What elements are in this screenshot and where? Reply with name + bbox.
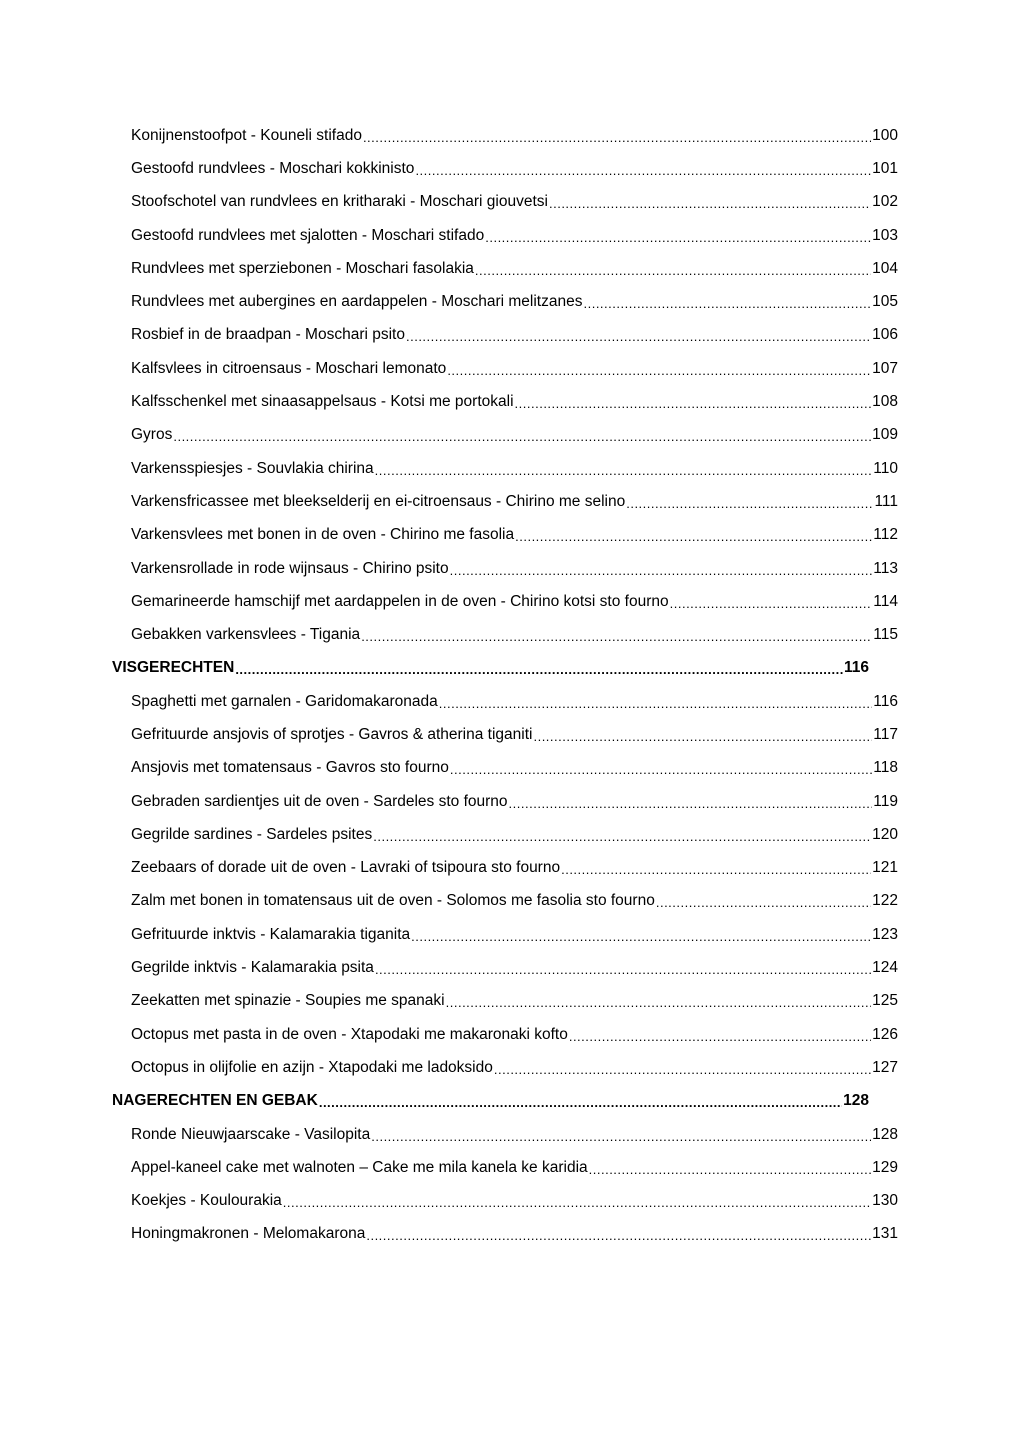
toc-page-number: 100 — [872, 126, 898, 144]
dot-leader — [319, 1092, 842, 1110]
dot-leader — [509, 793, 873, 811]
toc-entry[interactable] — [0, 319, 898, 352]
dot-leader — [589, 1159, 871, 1177]
dot-leader — [494, 1059, 871, 1077]
toc-entry-title: Octopus in olijfolie en azijn - Xtapodaki me ladoksido — [131, 1058, 493, 1076]
toc-entry[interactable] — [0, 519, 898, 552]
toc-entry[interactable] — [0, 685, 898, 718]
toc-entry[interactable] — [0, 718, 898, 751]
toc-entry[interactable] — [0, 1018, 898, 1051]
toc-entry[interactable] — [0, 852, 898, 885]
toc-entry-title: Rundvlees met aubergines en aardappelen - Moschari melitzanes — [131, 293, 583, 311]
toc-entry-title: Varkensrollade in rode wijnsaus - Chirino psito — [131, 559, 449, 577]
dot-leader — [561, 859, 871, 877]
toc-entry[interactable] — [0, 951, 898, 984]
toc-page-number: 109 — [872, 426, 898, 444]
dot-leader — [475, 260, 871, 278]
toc-entry-title: Gemarineerde hamschijf met aardappelen in de oven - Chirino kotsi sto fourno — [131, 592, 669, 610]
toc-page-number: 125 — [872, 992, 898, 1010]
dot-leader — [373, 826, 871, 844]
dot-leader — [283, 1192, 871, 1210]
dot-leader — [235, 659, 843, 677]
toc-page-number: 110 — [873, 459, 898, 477]
toc-entry-title: Gegrilde inktvis - Kalamarakia psita — [131, 959, 374, 977]
toc-entry[interactable] — [0, 385, 898, 418]
toc-page-number: 105 — [872, 293, 898, 311]
dot-leader — [446, 992, 872, 1010]
dot-leader — [549, 193, 871, 211]
toc-entry-title: Gestoofd rundvlees - Moschari kokkinisto — [131, 159, 415, 177]
toc-entry-title: VISGERECHTEN — [112, 659, 235, 677]
toc-entry[interactable] — [0, 152, 898, 185]
toc-page-number: 121 — [872, 859, 898, 877]
toc-page-number: 114 — [873, 592, 898, 610]
toc-entry[interactable] — [0, 119, 898, 152]
toc-section-heading[interactable] — [0, 1085, 869, 1118]
toc-section-heading[interactable] — [0, 652, 869, 685]
toc-entry-title: Zalm met bonen in tomatensaus uit de oven - Solomos me fasolia sto fourno — [131, 892, 655, 910]
toc-page-number: 116 — [843, 659, 869, 677]
dot-leader — [371, 1126, 871, 1144]
toc-page-number: 107 — [872, 359, 898, 377]
dot-leader — [656, 892, 871, 910]
toc-entry[interactable] — [0, 552, 898, 585]
toc-entry[interactable] — [0, 918, 898, 951]
toc-entry-title: Ansjovis met tomatensaus - Gavros sto fourno — [131, 759, 449, 777]
toc-page-number: 131 — [872, 1225, 898, 1243]
toc-entry-title: Ronde Nieuwjaarscake - Vasilopita — [131, 1125, 371, 1143]
toc-page-number: 129 — [872, 1158, 898, 1176]
toc-entry[interactable] — [0, 985, 898, 1018]
toc-entry-title: NAGERECHTEN EN GEBAK — [112, 1092, 318, 1110]
toc-entry-title: Kalfsvlees in citroensaus - Moschari lemonato — [131, 359, 447, 377]
dot-leader — [366, 1225, 871, 1243]
toc-entry-title: Zeebaars of dorade uit de oven - Lavraki of tsipoura sto fourno — [131, 859, 561, 877]
toc-page-number: 128 — [872, 1125, 898, 1143]
table-of-contents — [0, 119, 1019, 1251]
toc-page-number: 108 — [872, 393, 898, 411]
dot-leader — [447, 360, 871, 378]
dot-leader — [515, 393, 872, 411]
toc-page-number: 126 — [872, 1025, 898, 1043]
dot-leader — [626, 493, 873, 511]
dot-leader — [375, 460, 873, 478]
toc-entry[interactable] — [0, 186, 898, 219]
toc-page-number: 106 — [872, 326, 898, 344]
toc-page-number: 128 — [843, 1092, 869, 1110]
toc-entry[interactable] — [0, 885, 898, 918]
toc-entry-title: Koekjes - Koulourakia — [131, 1192, 282, 1210]
toc-entry-title: Gestoofd rundvlees met sjalotten - Moschari stifado — [131, 226, 485, 244]
toc-entry-title: Zeekatten met spinazie - Soupies me spanaki — [131, 992, 445, 1010]
toc-entry-title: Appel-kaneel cake met walnoten – Cake me mila kanela ke karidia — [131, 1158, 588, 1176]
toc-entry[interactable] — [0, 1185, 898, 1218]
toc-entry-title: Rosbief in de braadpan - Moschari psito — [131, 326, 405, 344]
toc-page-number: 118 — [873, 759, 898, 777]
toc-entry-title: Honingmakronen - Melomakarona — [131, 1225, 366, 1243]
toc-page-number: 123 — [872, 925, 898, 943]
toc-page-number: 111 — [874, 492, 898, 510]
toc-entry[interactable] — [0, 219, 898, 252]
toc-entry-title: Gebakken varkensvlees - Tigania — [131, 626, 361, 644]
dot-leader — [583, 293, 871, 311]
toc-page-number: 117 — [873, 725, 898, 743]
toc-entry-title: Varkensvlees met bonen in de oven - Chirino me fasolia — [131, 526, 515, 544]
dot-leader — [415, 160, 871, 178]
toc-entry[interactable] — [0, 618, 898, 651]
dot-leader — [406, 326, 871, 344]
toc-entry[interactable] — [0, 785, 898, 818]
toc-page-number: 116 — [873, 692, 898, 710]
toc-entry-title: Octopus met pasta in de oven - Xtapodaki me makaronaki kofto — [131, 1025, 568, 1043]
toc-entry-title: Gefrituurde ansjovis of sprotjes - Gavros & atherina tiganiti — [131, 725, 533, 743]
toc-entry[interactable] — [0, 452, 898, 485]
toc-entry[interactable] — [0, 1118, 898, 1151]
dot-leader — [670, 593, 873, 611]
toc-entry-title: Rundvlees met sperziebonen - Moschari fasolakia — [131, 259, 474, 277]
toc-entry[interactable] — [0, 1151, 898, 1184]
toc-entry-title: Stoofschotel van rundvlees en kritharaki - Moschari giouvetsi — [131, 193, 548, 211]
toc-page-number: 112 — [873, 526, 898, 544]
toc-entry[interactable] — [0, 285, 898, 318]
toc-page-number: 127 — [872, 1058, 898, 1076]
toc-entry-title: Varkensspiesjes - Souvlakia chirina — [131, 459, 374, 477]
toc-entry-title: Kalfsschenkel met sinaasappelsaus - Kotsi me portokali — [131, 393, 514, 411]
toc-page-number: 102 — [872, 193, 898, 211]
dot-leader — [173, 426, 871, 444]
toc-entry[interactable] — [0, 1218, 898, 1251]
dot-leader — [375, 959, 871, 977]
dot-leader — [411, 926, 871, 944]
toc-entry-title: Konijnenstoofpot - Kouneli stifado — [131, 126, 362, 144]
toc-entry[interactable] — [0, 752, 898, 785]
toc-page-number: 101 — [872, 159, 898, 177]
toc-entry[interactable] — [0, 818, 898, 851]
toc-page-number: 113 — [873, 559, 898, 577]
dot-leader — [439, 693, 873, 711]
toc-entry-title: Gyros — [131, 426, 173, 444]
toc-page-number: 124 — [872, 959, 898, 977]
toc-entry[interactable] — [0, 419, 898, 452]
toc-entry[interactable] — [0, 252, 898, 285]
toc-entry-title: Gebraden sardientjes uit de oven - Sardeles sto fourno — [131, 792, 508, 810]
toc-page-number: 130 — [872, 1192, 898, 1210]
toc-entry[interactable] — [0, 352, 898, 385]
toc-entry[interactable] — [0, 585, 898, 618]
toc-entry-title: Spaghetti met garnalen - Garidomakaronada — [131, 692, 438, 710]
dot-leader — [361, 626, 872, 644]
toc-page-number: 120 — [872, 825, 898, 843]
toc-page-number: 119 — [873, 792, 898, 810]
dot-leader — [569, 1026, 871, 1044]
toc-entry[interactable] — [0, 1051, 898, 1084]
dot-leader — [485, 227, 871, 245]
dot-leader — [515, 526, 872, 544]
dot-leader — [450, 759, 872, 777]
toc-entry-title: Gefrituurde inktvis - Kalamarakia tiganita — [131, 925, 411, 943]
dot-leader — [533, 726, 872, 744]
toc-entry-title: Gegrilde sardines - Sardeles psites — [131, 825, 373, 843]
toc-page-number: 104 — [872, 259, 898, 277]
toc-page-number: 122 — [872, 892, 898, 910]
toc-page-number: 115 — [873, 626, 898, 644]
toc-entry-title: Varkensfricassee met bleekselderij en ei-citroensaus - Chirino me selino — [131, 492, 626, 510]
dot-leader — [363, 127, 871, 145]
dot-leader — [450, 560, 873, 578]
toc-page-number: 103 — [872, 226, 898, 244]
toc-entry[interactable] — [0, 485, 898, 518]
